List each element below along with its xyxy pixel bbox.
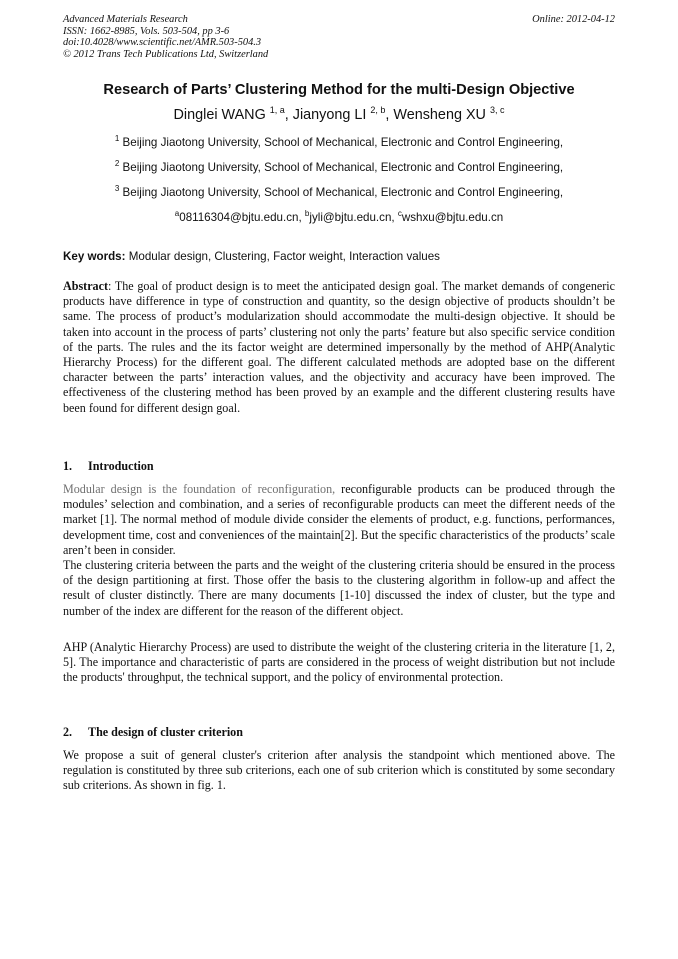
keywords xyxy=(63,250,615,263)
intro-paragraph-2: The clustering criteria between the parts and the weight of the clustering criteria should be ensured in the process of the design partitioning at first. Those offer the basis to the clustering algorithm in follow-up and affect the result of cluster distinctly. There are many documents [1-10] discussed the index of cluster, but the type and number of the index are different for the reason of the different object. xyxy=(63,558,615,618)
paper-title: Research of Parts’ Clustering Method for the multi-Design Objective xyxy=(103,82,575,98)
issn-line: ISSN: 1662-8985, Vols. 503-504, pp 3-6 xyxy=(63,25,230,37)
affiliation-marker: 3 xyxy=(114,184,120,193)
abstract xyxy=(63,279,615,416)
affiliation-marker: 1 xyxy=(114,134,120,143)
section-title: The design of cluster criterion xyxy=(88,725,243,739)
affiliation-text: Beijing Jiaotong University, School of Mechanical, Electronic and Control Engineering, xyxy=(122,160,564,174)
intro-grey-text: Modular design is the foundation of reconfiguration, xyxy=(63,482,336,496)
email-address: wshxu@bjtu.edu.cn xyxy=(401,210,504,224)
email-marker: a xyxy=(174,209,180,218)
affiliation-marker: 2 xyxy=(114,159,120,168)
doi-line: doi:10.4028/www.scientific.net/AMR.503-504.3 xyxy=(63,37,262,49)
abstract-text: : The goal of product design is to meet the anticipated design goal. The market demands of congeneric products have difference in type of construction and quantity, so the design objective of products shouldn’t be same. The process of product’s modularization should accommodate the multi-design objective. It should be taken into account in the process of parts’ clustering not only the parts’ feature but also specific service condition of the parts. The rules and the its factor weight are determined impersonally by the method of AHP(Analytic Hierarchy Process) for the different goal. The different calculated methods are adopted base on the different character between the parts’ interaction values, and the objectivity and accuracy have been improved. The effectiveness of the clustering method has been proved by an example and the different clustering results have been found for different design goal. xyxy=(63,279,615,415)
intro-paragraph-1 xyxy=(63,482,615,558)
section-title: Introduction xyxy=(88,459,154,473)
author-list: Dinglei WANG $^{1, a}$, Jianyong LI $^{2, b}$, Wensheng XU $^{3, c}$ xyxy=(173,105,505,123)
section-number: 2. xyxy=(63,725,73,739)
keywords-label: Key words: xyxy=(63,250,126,263)
email-address: jyli@bjtu.edu.cn, xyxy=(309,210,398,224)
abstract-label: Abstract xyxy=(63,279,109,293)
section-heading-cluster-criterion xyxy=(63,725,243,740)
copyright-line: © 2012 Trans Tech Publications Ltd, Switzerland xyxy=(63,48,269,60)
email-marker: c xyxy=(397,209,402,218)
email-list xyxy=(0,209,678,224)
intro-paragraph-3: AHP (Analytic Hierarchy Process) are used to distribute the weight of the clustering criteria in the literature [1, 2, 5]. The importance and characteristic of parts are considered in the process of weight distribution but not include the products' throughput, the technical support, and the policy of environmental protection. xyxy=(63,640,615,685)
affiliation-text: Beijing Jiaotong University, School of Mechanical, Electronic and Control Engineering, xyxy=(122,185,564,199)
journal-name: Advanced Materials Research xyxy=(63,14,188,25)
affiliation xyxy=(0,159,678,174)
online-date: Online: 2012-04-12 xyxy=(532,14,615,25)
author-name: Dinglei WANG xyxy=(173,106,266,123)
keywords-text: Modular design, Clustering, Factor weight, Interaction values xyxy=(125,250,440,263)
affiliation-text: Beijing Jiaotong University, School of Mechanical, Electronic and Control Engineering, xyxy=(122,135,564,149)
author-marker: 1, a xyxy=(269,105,285,115)
affiliation xyxy=(0,134,678,149)
section-heading-introduction xyxy=(63,459,154,474)
journal-header xyxy=(63,14,615,60)
author-marker: 2, b xyxy=(370,105,386,115)
section-number: 1. xyxy=(63,459,73,473)
section2-paragraph-1: We propose a suit of general cluster's criterion after analysis the standpoint which mentioned above. The regulation is constituted by three sub criterions, each one of sub criterion which is constituted by some secondary sub criterions. As shown in fig. 1. xyxy=(63,748,615,793)
email-marker: b xyxy=(304,209,310,218)
author-marker: 3, c xyxy=(489,105,505,115)
email-address: 08116304@bjtu.edu.cn, xyxy=(179,210,305,224)
author-name: Wensheng XU xyxy=(393,106,486,123)
affiliation xyxy=(0,184,678,199)
intro-text: reconfigurable products can be produced through the modules’ selection and combination, and a series of reconfigurable products can meet the different needs of the market [1]. The normal method of module divide consider the elements of product, e.g. functions, performances, development time, cost and conveniences of the maintain[2]. But the specific characteristics of the products’ scale aren’t been in consider. xyxy=(63,482,615,557)
author-name: Jianyong LI xyxy=(292,106,367,123)
